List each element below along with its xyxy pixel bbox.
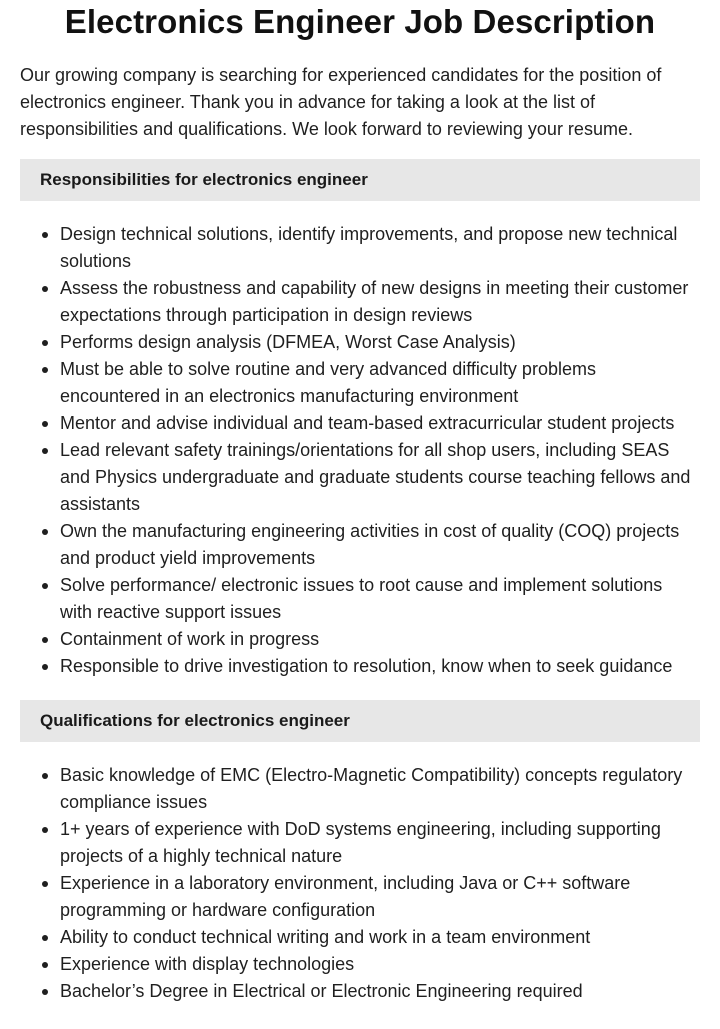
intro-paragraph: Our growing company is searching for experienced candidates for the position of electronics engineer. Thank you in advance for taking a look at the list of responsibilities and qualifications. We look forward to reviewing your resume. xyxy=(20,65,662,139)
list-item: Assess the robustness and capability of new designs in meeting their customer expectations through participation in design reviews xyxy=(60,275,700,329)
list-item: Lead relevant safety trainings/orientations for all shop users, including SEAS and Physics undergraduate and graduate students course teaching fellows and assistants xyxy=(60,437,700,518)
list-item: 1+ years of experience with DoD systems engineering, including supporting projects of a highly technical nature xyxy=(60,816,700,870)
list-item: Experience with display technologies xyxy=(60,951,700,978)
list-item: Mentor and advise individual and team-based extracurricular student projects xyxy=(60,410,700,437)
list-item: Bachelor’s Degree in Electrical or Electronic Engineering required xyxy=(60,978,700,1005)
list-item: Ability to conduct technical writing and work in a team environment xyxy=(60,924,700,951)
page-title: Electronics Engineer Job Description xyxy=(64,3,656,40)
list-item: Solve performance/ electronic issues to root cause and implement solutions with reactive support issues xyxy=(60,572,700,626)
list-item: Basic knowledge of EMC (Electro-Magnetic Compatibility) concepts regulatory compliance issues xyxy=(60,762,700,816)
qualifications-heading: Qualifications for electronics engineer xyxy=(40,711,350,730)
responsibilities-header xyxy=(20,159,700,201)
list-item: Containment of work in progress xyxy=(60,626,700,653)
responsibilities-list xyxy=(20,221,700,680)
list-item: Experience in a laboratory environment, including Java or C++ software programming or hardware configuration xyxy=(60,870,700,924)
list-item: Must be able to solve routine and very advanced difficulty problems encountered in an electronics manufacturing environment xyxy=(60,356,700,410)
list-item: Own the manufacturing engineering activities in cost of quality (COQ) projects and product yield improvements xyxy=(60,518,700,572)
responsibilities-heading: Responsibilities for electronics engineer xyxy=(40,170,368,189)
list-item: Performs design analysis (DFMEA, Worst Case Analysis) xyxy=(60,329,700,356)
qualifications-header xyxy=(20,700,700,742)
qualifications-list xyxy=(20,762,700,1005)
list-item: Design technical solutions, identify improvements, and propose new technical solutions xyxy=(60,221,700,275)
list-item: Responsible to drive investigation to resolution, know when to seek guidance xyxy=(60,653,700,680)
